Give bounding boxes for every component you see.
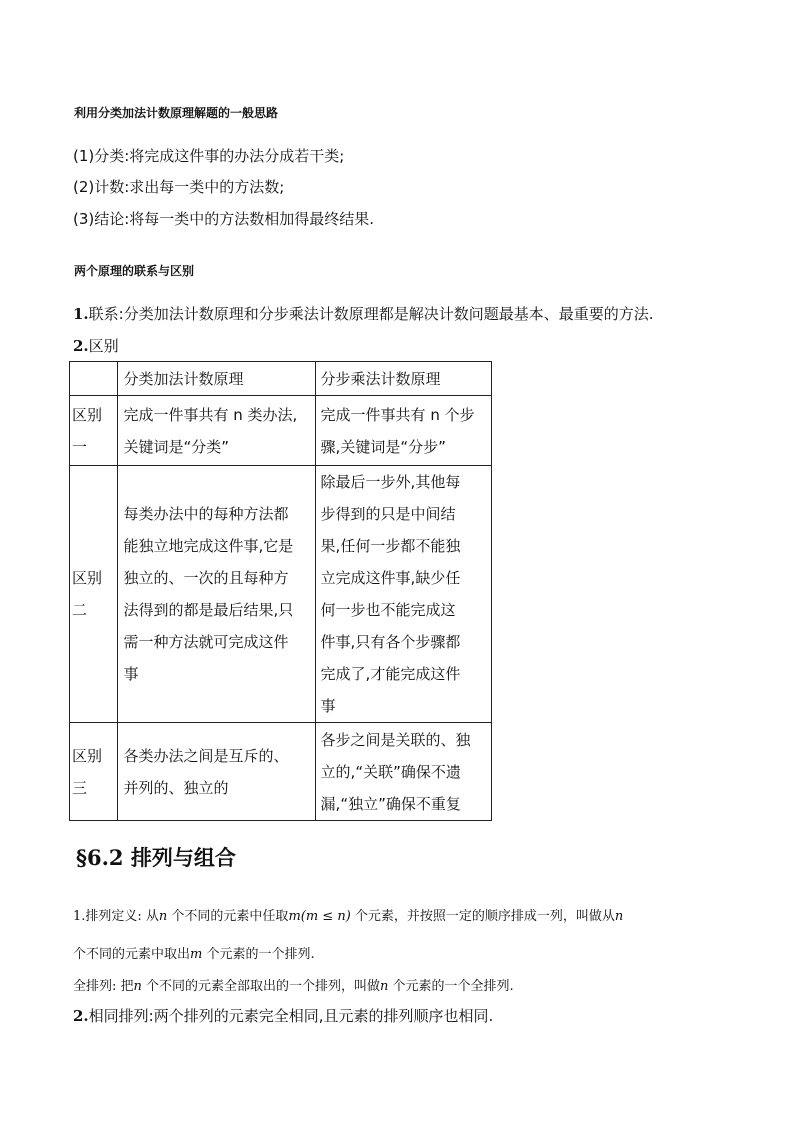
permutation-definition-cont bbox=[73, 943, 315, 962]
cell-line: 何一步也不能完成这 bbox=[320, 601, 456, 619]
cell-line: 事 bbox=[123, 665, 139, 683]
row-label: 区别二 bbox=[70, 466, 118, 723]
cell-line: 事 bbox=[320, 697, 336, 715]
cell-line: 立完成这件事,缺少任 bbox=[320, 569, 461, 587]
math-m-le-n: m(m ≤ n) bbox=[288, 909, 351, 924]
math-m: m bbox=[190, 947, 203, 962]
math-n: n bbox=[614, 909, 624, 924]
table-row bbox=[70, 723, 492, 821]
definition-text: 全排列: 把 bbox=[73, 979, 134, 994]
step-conclude: (3)结论:将每一类中的方法数相加得最终结果. bbox=[73, 210, 375, 228]
full-permutation-definition bbox=[73, 975, 514, 994]
cell-line: 除最后一步外,其他每 bbox=[320, 473, 461, 491]
definition-text: 个不同的元素全部取出的一个排列，叫做 bbox=[141, 979, 381, 994]
table-cell bbox=[315, 396, 491, 466]
comparison-table bbox=[69, 361, 492, 821]
table-cell bbox=[118, 723, 315, 821]
same-permutation-paragraph bbox=[73, 1005, 493, 1026]
cell-line: 立的,“关联”确保不遗 bbox=[320, 762, 461, 781]
step-classify: (1)分类:将完成这件事的办法分成若干类; bbox=[73, 147, 345, 165]
definition-text: 个不同的元素中取出 bbox=[73, 947, 191, 962]
paragraph-number: 1. bbox=[73, 305, 89, 323]
table-cell bbox=[118, 396, 315, 466]
step-count: (2)计数:求出每一类中的方法数; bbox=[73, 178, 285, 196]
math-n: n bbox=[133, 979, 142, 994]
paragraph-text: 联系:分类加法计数原理和分步乘法计数原理都是解决计数问题最基本、最重要的方法. bbox=[88, 305, 654, 323]
cell-line: 完成了,才能完成这件 bbox=[320, 665, 461, 683]
cell-line: 漏,“独立”确保不重复 bbox=[320, 794, 461, 813]
row-label: 区别一 bbox=[70, 396, 118, 466]
paragraph-connection bbox=[73, 303, 654, 324]
cell-line: 能独立地完成这件事,它是 bbox=[123, 537, 294, 555]
math-n: n bbox=[380, 979, 389, 994]
definition-text: 个不同的元素中任取 bbox=[167, 909, 289, 924]
table-row bbox=[70, 466, 492, 723]
permutation-definition bbox=[73, 905, 623, 924]
cell-line: 每类办法中的每种方法都 bbox=[123, 505, 289, 523]
paragraph-difference bbox=[73, 335, 119, 356]
math-n: n bbox=[158, 909, 168, 924]
cell-line: 各类办法之间是互斥的、 bbox=[123, 746, 289, 765]
cell-line: 各步之间是关联的、独 bbox=[320, 730, 471, 749]
table-header-cell: 分类加法计数原理 bbox=[118, 362, 315, 396]
paragraph-number: 2. bbox=[73, 1007, 89, 1025]
definition-text: 个元素，并按照一定的顺序排成一列，叫做从 bbox=[350, 909, 615, 924]
table-header-cell: 分步乘法计数原理 bbox=[315, 362, 491, 396]
definition-text: 1.排列定义: 从 bbox=[73, 909, 159, 924]
table-cell bbox=[118, 466, 315, 723]
definition-text: 个元素的一个排列. bbox=[202, 947, 315, 962]
cell-line: 关键词是“分类” bbox=[123, 437, 230, 456]
definition-text: 个元素的一个全排列. bbox=[388, 979, 514, 994]
table-header-row bbox=[70, 362, 492, 396]
cell-line: 果,任何一步都不能独 bbox=[320, 537, 461, 555]
cell-line: 完成一件事共有 n 类办法, bbox=[123, 405, 298, 424]
table-header-cell bbox=[70, 362, 118, 396]
paragraph-text: 相同排列:两个排列的元素完全相同,且元素的排列顺序也相同. bbox=[88, 1007, 494, 1025]
cell-line: 件事,只有各个步骤都 bbox=[320, 633, 461, 651]
table-row bbox=[70, 396, 492, 466]
cell-line: 独立的、一次的且每种方 bbox=[123, 569, 289, 587]
cell-line: 并列的、独立的 bbox=[123, 778, 229, 797]
section-heading-two-principles: 两个原理的联系与区别 bbox=[74, 264, 195, 278]
cell-line: 骤,关键词是“分步” bbox=[320, 437, 446, 456]
section-title-permutation: §6.2 排列与组合 bbox=[76, 845, 236, 870]
cell-line: 步得到的只是中间结 bbox=[320, 505, 456, 523]
table-cell bbox=[315, 723, 491, 821]
section-heading-addition-principle: 利用分类加法计数原理解题的一般思路 bbox=[74, 106, 279, 120]
paragraph-text: 区别 bbox=[88, 337, 119, 355]
table-cell bbox=[315, 466, 491, 723]
cell-line: 需一种方法就可完成这件 bbox=[123, 633, 289, 651]
paragraph-number: 2. bbox=[73, 337, 89, 355]
cell-line: 完成一件事共有 n 个步 bbox=[320, 405, 475, 424]
row-label: 区别三 bbox=[70, 723, 118, 821]
cell-line: 法得到的都是最后结果,只 bbox=[123, 601, 294, 619]
